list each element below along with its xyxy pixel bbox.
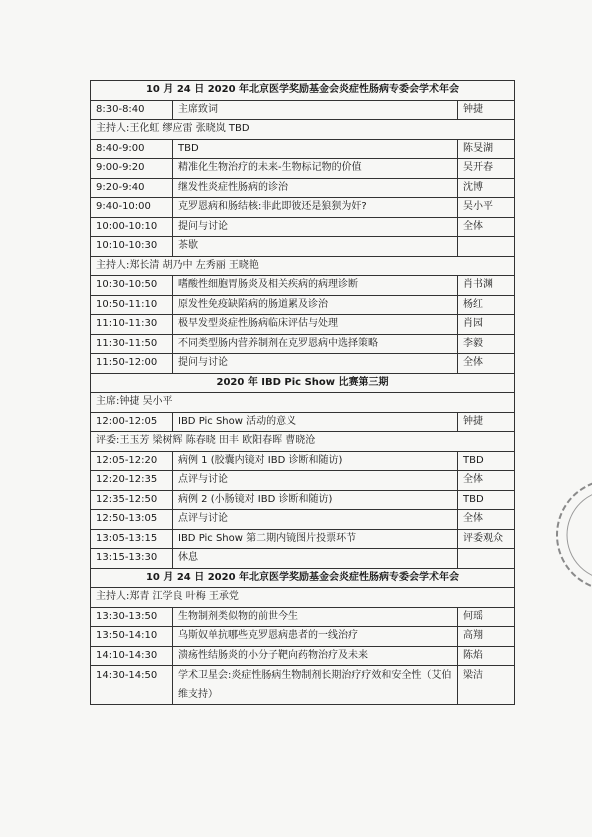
topic-cell: 病例 2 (小肠镜对 IBD 诊断和随访) <box>173 490 458 510</box>
time-cell: 10:00-10:10 <box>91 217 173 237</box>
chair-list: 主席:钟捷 吴小平 <box>91 393 515 413</box>
time-cell: 12:00-12:05 <box>91 412 173 432</box>
schedule-row <box>91 451 515 471</box>
speaker-cell <box>458 549 515 569</box>
schedule-row <box>91 178 515 198</box>
schedule-row <box>91 198 515 218</box>
speaker-cell: 吴小平 <box>458 198 515 218</box>
topic-cell: 不同类型肠内营养制剂在克罗恩病中选择策略 <box>173 334 458 354</box>
time-cell: 9:20-9:40 <box>91 178 173 198</box>
topic-cell: 克罗恩病和肠结核:非此即彼还是狼狈为奸? <box>173 198 458 218</box>
topic-cell: 嗜酸性细胞胃肠炎及相关疾病的病理诊断 <box>173 276 458 296</box>
time-cell: 12:20-12:35 <box>91 471 173 491</box>
speaker-cell: 梁洁 <box>458 666 515 705</box>
schedule-row <box>91 237 515 257</box>
schedule-row <box>91 549 515 569</box>
speaker-cell: 陈焰 <box>458 646 515 666</box>
time-cell: 13:05-13:15 <box>91 529 173 549</box>
time-cell: 11:30-11:50 <box>91 334 173 354</box>
topic-cell: 点评与讨论 <box>173 510 458 530</box>
time-cell: 13:30-13:50 <box>91 607 173 627</box>
speaker-cell: 何瑶 <box>458 607 515 627</box>
time-cell: 8:30-8:40 <box>91 100 173 120</box>
speaker-cell: TBD <box>458 451 515 471</box>
chair-row <box>91 393 515 413</box>
schedule-row <box>91 646 515 666</box>
speaker-cell: 陈旻湖 <box>458 139 515 159</box>
speaker-cell: 全体 <box>458 471 515 491</box>
topic-cell: 提问与讨论 <box>173 217 458 237</box>
topic-cell: 休息 <box>173 549 458 569</box>
speaker-cell: 高翔 <box>458 627 515 647</box>
topic-cell: 茶歇 <box>173 237 458 257</box>
speaker-cell: TBD <box>458 490 515 510</box>
seal-stamp <box>552 465 592 605</box>
session-header-row <box>91 373 515 393</box>
schedule-row <box>91 666 515 705</box>
topic-cell: TBD <box>173 139 458 159</box>
speaker-cell: 全体 <box>458 510 515 530</box>
schedule-row <box>91 100 515 120</box>
speaker-cell: 肖园 <box>458 315 515 335</box>
schedule-row <box>91 315 515 335</box>
topic-cell: 提问与讨论 <box>173 354 458 374</box>
topic-cell: IBD Pic Show 活动的意义 <box>173 412 458 432</box>
chair-list: 评委:王玉芳 梁树辉 陈春晓 田丰 欧阳春晖 曹晓沧 <box>91 432 515 452</box>
session-title: 10 月 24 日 2020 年北京医学奖励基金会炎症性肠病专委会学术年会 <box>91 81 515 101</box>
topic-cell: 精准化生物治疗的未来-生物标记物的价值 <box>173 159 458 179</box>
schedule-row <box>91 276 515 296</box>
session-header-row <box>91 81 515 101</box>
time-cell: 13:50-14:10 <box>91 627 173 647</box>
speaker-cell: 钟捷 <box>458 412 515 432</box>
topic-cell: 溃疡性结肠炎的小分子靶向药物治疗及未来 <box>173 646 458 666</box>
speaker-cell: 沈博 <box>458 178 515 198</box>
time-cell: 10:50-11:10 <box>91 295 173 315</box>
speaker-cell: 全体 <box>458 217 515 237</box>
time-cell: 10:30-10:50 <box>91 276 173 296</box>
session-title: 10 月 24 日 2020 年北京医学奖励基金会炎症性肠病专委会学术年会 <box>91 568 515 588</box>
schedule-row <box>91 354 515 374</box>
speaker-cell: 评委观众 <box>458 529 515 549</box>
schedule-row <box>91 217 515 237</box>
session-title: 2020 年 IBD Pic Show 比赛第三期 <box>91 373 515 393</box>
schedule-table <box>90 80 515 705</box>
schedule-row <box>91 334 515 354</box>
topic-cell: 病例 1 (胶囊内镜对 IBD 诊断和随访) <box>173 451 458 471</box>
time-cell: 14:10-14:30 <box>91 646 173 666</box>
schedule-row <box>91 490 515 510</box>
topic-cell: 原发性免疫缺陷病的肠道累及诊治 <box>173 295 458 315</box>
speaker-cell <box>458 237 515 257</box>
topic-cell: 点评与讨论 <box>173 471 458 491</box>
topic-cell: 学术卫星会:炎症性肠病生物制剂长期治疗疗效和安全性（艾伯维支持） <box>173 666 458 705</box>
schedule-body <box>91 81 515 705</box>
session-header-row <box>91 568 515 588</box>
time-cell: 10:10-10:30 <box>91 237 173 257</box>
topic-cell: 生物制剂类似物的前世今生 <box>173 607 458 627</box>
topic-cell: 极早发型炎症性肠病临床评估与处理 <box>173 315 458 335</box>
chair-row <box>91 432 515 452</box>
time-cell: 14:30-14:50 <box>91 666 173 705</box>
schedule-row <box>91 139 515 159</box>
time-cell: 9:00-9:20 <box>91 159 173 179</box>
schedule-row <box>91 627 515 647</box>
time-cell: 12:35-12:50 <box>91 490 173 510</box>
schedule-row <box>91 471 515 491</box>
time-cell: 12:05-12:20 <box>91 451 173 471</box>
chair-row <box>91 120 515 140</box>
chair-row <box>91 588 515 608</box>
topic-cell: 主席致词 <box>173 100 458 120</box>
schedule-row <box>91 510 515 530</box>
topic-cell: 继发性炎症性肠病的诊治 <box>173 178 458 198</box>
topic-cell: 乌斯奴单抗哪些克罗恩病患者的一线治疗 <box>173 627 458 647</box>
chair-list: 主持人:王化虹 缪应雷 张晓岚 TBD <box>91 120 515 140</box>
time-cell: 9:40-10:00 <box>91 198 173 218</box>
schedule-row <box>91 159 515 179</box>
schedule-row <box>91 529 515 549</box>
speaker-cell: 李毅 <box>458 334 515 354</box>
schedule-row <box>91 607 515 627</box>
speaker-cell: 肖书渊 <box>458 276 515 296</box>
speaker-cell: 杨红 <box>458 295 515 315</box>
time-cell: 11:50-12:00 <box>91 354 173 374</box>
schedule-row <box>91 412 515 432</box>
schedule-row <box>91 295 515 315</box>
chair-list: 主持人:郑青 江学良 叶梅 王承党 <box>91 588 515 608</box>
speaker-cell: 吴开春 <box>458 159 515 179</box>
speaker-cell: 钟捷 <box>458 100 515 120</box>
time-cell: 11:10-11:30 <box>91 315 173 335</box>
time-cell: 13:15-13:30 <box>91 549 173 569</box>
time-cell: 8:40-9:00 <box>91 139 173 159</box>
chair-row <box>91 256 515 276</box>
time-cell: 12:50-13:05 <box>91 510 173 530</box>
chair-list: 主持人:郑长清 胡乃中 左秀丽 王晓艳 <box>91 256 515 276</box>
topic-cell: IBD Pic Show 第二期内镜图片投票环节 <box>173 529 458 549</box>
speaker-cell: 全体 <box>458 354 515 374</box>
